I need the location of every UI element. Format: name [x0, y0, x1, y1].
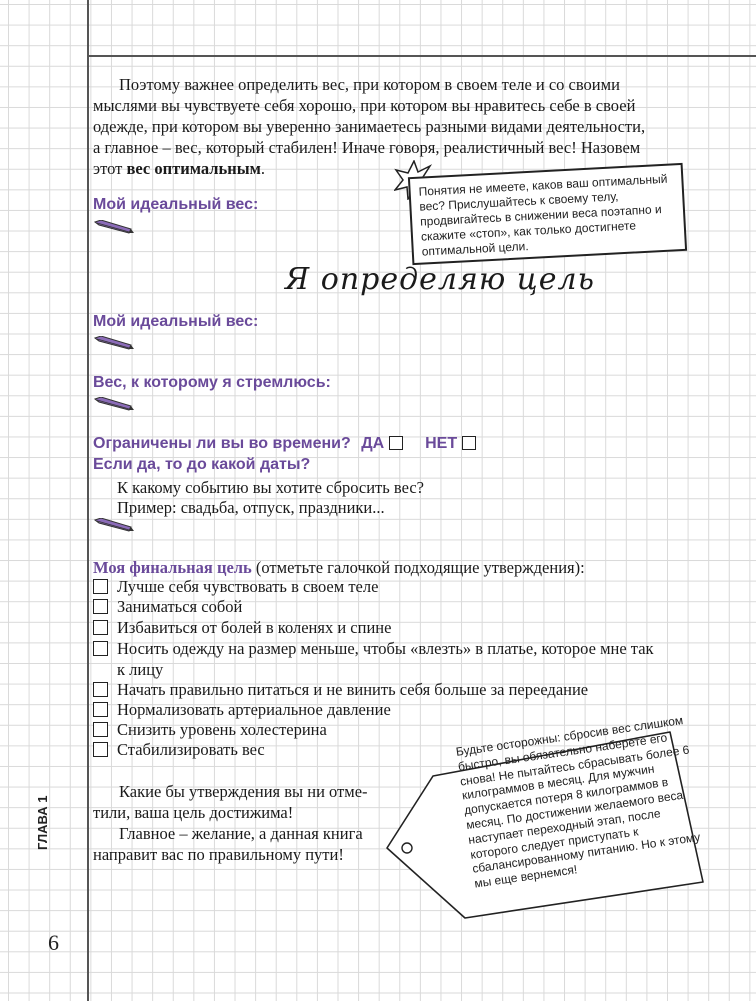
final-goal-line [93, 557, 713, 578]
goal-text: Снизить уровень холестерина [117, 720, 327, 739]
ideal-weight-heading-2: Мой идеальный вес: [93, 313, 259, 330]
goal-text: Заниматься собой [117, 597, 243, 616]
closing-line-4: направит вас по правильному пути! [93, 845, 344, 864]
chapter-label: ГЛАВА 1 [35, 795, 50, 850]
tag-note: Будьте осторожны: сбросив вес слишком быстро, вы обязательно наберете его снова! Не пытайтесь сбрасывать более 6 килограммов в месяц. Для мужчин допускается потеря 8 килограммов в месяц. По достижении желаемого веса наступает переходный этап, после которого следует приступать к сбалансированному питанию. Но к этому мы еще вернемся! [455, 713, 702, 891]
time-question-text: Ограничены ли вы во времени? [93, 435, 351, 452]
goal-checkbox[interactable] [93, 702, 108, 717]
intro-suffix: . [260, 159, 265, 178]
goal-item[interactable] [93, 639, 743, 659]
goal-item[interactable] [93, 618, 743, 638]
final-goal-label: Моя финальная цель [93, 558, 252, 577]
closing-paragraph [93, 781, 393, 865]
top-rule [87, 55, 756, 57]
yes-label: ДА [361, 435, 385, 452]
goal-item[interactable] [93, 680, 743, 700]
goal-checkbox[interactable] [93, 722, 108, 737]
goal-checkbox[interactable] [93, 742, 108, 757]
pencil-icon [93, 220, 135, 234]
optimal-weight-note: Понятия не имеете, каков ваш оптимальный вес? Прислушайтесь к своему телу, продвигайтесь в снижении веса поэтапно и скажите «стоп», как только достигнете оптимальной цели. [408, 163, 687, 265]
target-weight-heading: Вес, к которому я стремлюсь: [93, 374, 331, 391]
goal-text: Стабилизировать вес [117, 740, 265, 759]
date-question: Если да, то до какой даты? [93, 456, 311, 473]
intro-prefix: этот [93, 159, 123, 178]
goal-text: Избавиться от болей в коленях и спине [117, 618, 392, 637]
closing-line-3: Главное – желание, а данная книга [119, 824, 363, 843]
intro-bold: вес оптимальным [126, 159, 261, 178]
goal-item[interactable] [93, 577, 743, 597]
pencil-icon [93, 518, 135, 532]
intro-line-3: одежде, при котором вы уверенно занимаетесь разными видами деятельности, [93, 117, 646, 136]
goal-checkbox[interactable] [93, 641, 108, 656]
final-goal-hint: (отметьте галочкой подходящие утверждения): [255, 558, 585, 577]
intro-line-1: Поэтому важнее определить вес, при котором в своем теле и со своими [119, 75, 620, 94]
closing-line-2: тили, ваша цель достижима! [93, 803, 294, 822]
goal-item[interactable] [93, 597, 743, 617]
goal-text: Нормализовать артериальное давление [117, 700, 391, 719]
goal-checkbox[interactable] [93, 599, 108, 614]
yes-checkbox[interactable] [389, 436, 403, 450]
goal-checkbox[interactable] [93, 620, 108, 635]
closing-line-1: Какие бы утверждения вы ни отме- [119, 782, 368, 801]
goal-text: Носить одежду на размер меньше, чтобы «влезть» в платье, которое мне так [117, 639, 654, 658]
ideal-weight-heading-1: Мой идеальный вес: [93, 196, 259, 213]
page-number: 6 [48, 930, 59, 955]
no-label: НЕТ [425, 435, 458, 452]
pencil-icon [93, 397, 135, 411]
goal-text: Начать правильно питаться и не винить себя больше за переедание [117, 680, 589, 699]
goal-text: Лучше себя чувствовать в своем теле [117, 577, 379, 596]
goal-checkbox[interactable] [93, 682, 108, 697]
intro-line-2: мыслями вы чувствуете себя хорошо, при котором вы нравитесь себе в своей [93, 96, 636, 115]
time-question [93, 435, 476, 453]
intro-line-4: а главное – вес, который стабилен! Иначе говоря, реалистичный вес! Назовем [93, 138, 641, 157]
goal-checkbox[interactable] [93, 579, 108, 594]
event-question: К какому событию вы хотите сбросить вес? [117, 478, 424, 497]
intro-paragraph [93, 74, 693, 179]
goal-item[interactable] [93, 700, 743, 720]
page-title: Я определяю цель [285, 262, 595, 297]
pencil-icon [93, 336, 135, 350]
margin-line [87, 0, 89, 1001]
goal-item-continuation: к лицу [117, 660, 164, 679]
no-checkbox[interactable] [462, 436, 476, 450]
event-example: Пример: свадьба, отпуск, праздники... [117, 498, 385, 517]
